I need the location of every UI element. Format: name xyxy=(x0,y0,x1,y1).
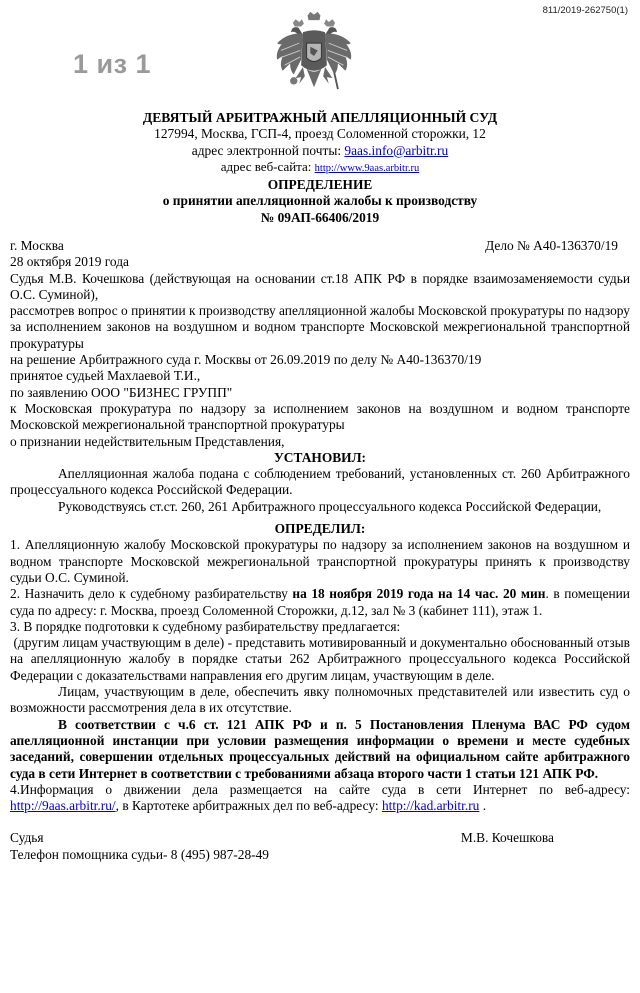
paragraph-accepted-by: принятое судьей Махлаевой Т.И., xyxy=(10,368,201,384)
paragraph-guided-by: Руководствуясь ст.ст. 260, 261 Арбитражного процессуального кодекса Российской Федерации, xyxy=(58,498,602,514)
paragraph-attendance: Лицам, участвующим в деле, обеспечить явку полномочных представителей или известить суд о возможности рассмотрения дела в их отсутствие. xyxy=(10,684,630,716)
paragraph-subject: о признании недействительным Представления, xyxy=(10,433,285,449)
city-case-row xyxy=(10,238,630,254)
paragraph-judge: Судья М.В. Кочешкова (действующая на основании ст.18 АПК РФ в порядке взаимозаменяемости судьи О.С. Суминой), xyxy=(10,270,630,302)
document-number: № 09АП-66406/2019 xyxy=(260,209,380,225)
paragraph-response-request: (другим лицам участвующим в деле) - представить мотивированный и документально обоснованный отзыв на апелляционную жалобу в порядке статьи 262 Арбитражного процессуального кодекса Российской Федерации с доказательствами направления его другим лицам, участвующим в деле. xyxy=(10,635,634,683)
hearing-datetime: на 18 ноября 2019 года на 14 час. 20 мин xyxy=(292,586,546,602)
signature-row xyxy=(10,830,630,846)
email-link[interactable]: 9aas.info@arbitr.ru xyxy=(344,142,449,158)
city: г. Москва xyxy=(10,238,64,253)
paragraph-item-3: 3. В порядке подготовки к судебному разбирательству предлагается: xyxy=(10,618,401,634)
item-4-text-c: . xyxy=(479,798,487,814)
court-header xyxy=(10,110,630,226)
coat-of-arms-icon xyxy=(268,10,360,102)
item-2-text-b: . в помещении суда по адресу: г. Москва, проезд Соломенной Сторожки, д.12, зал № 3 (кабинет 111), этаж 1. xyxy=(10,586,630,618)
item-4-text-a: 4.Информация о движении дела размещается на сайте суда в сети Интернет по веб-адресу: xyxy=(10,781,630,797)
document-date: 28 октября 2019 года xyxy=(10,254,129,270)
paragraph-item-1: 1. Апелляционную жалобу Московской прокуратуры по надзору за исполнением законов на воздушном и водном транспорте Московской межрегиональной транспортной прокуратуры принять к производству судьи О.С. Суминой. xyxy=(10,537,630,585)
item-2-text-a: 2. Назначить дело к судебному разбирательству xyxy=(10,586,293,602)
court-site-link[interactable]: http://9aas.arbitr.ru/ xyxy=(10,798,116,814)
paragraph-considered: рассмотрев вопрос о принятии к производству апелляционной жалобы Московской прокуратуры по надзору за исполнением законов на воздушном и водном транспорте Московской межрегиональной транспортной прокуратуры xyxy=(10,303,630,351)
heading-established: УСТАНОВИЛ: xyxy=(273,449,367,465)
signature-name: М.В. Кочешкова xyxy=(460,830,554,846)
item-4-text-b: , в Картотеке арбитражных дел по веб-адресу: xyxy=(115,798,382,814)
heading-determined: ОПРЕДЕЛИЛ: xyxy=(274,521,366,537)
case-number: Дело № А40-136370/19 xyxy=(485,238,618,253)
court-address: 127994, Москва, ГСП-4, проезд Соломенной сторожки, 12 xyxy=(154,126,486,142)
paragraph-decision-ref: на решение Арбитражного суда г. Москвы от 26.09.2019 по делу № А40-136370/19 xyxy=(10,352,482,368)
paragraph-item-2 xyxy=(10,586,630,619)
email-line xyxy=(10,143,630,159)
website-line xyxy=(10,159,630,177)
page-counter: 1 из 1 xyxy=(73,49,152,79)
paragraph-respondent: к Московская прокуратура по надзору за исполнением законов на воздушном и водном транспорте Московской межрегиональной транспортной прокуратуры xyxy=(10,400,630,433)
kad-link[interactable]: http://kad.arbitr.ru xyxy=(381,798,480,814)
document-id: 811/2019-262750(1) xyxy=(542,5,628,16)
document-body xyxy=(10,238,634,863)
website-prefix: адрес веб-сайта: xyxy=(220,158,315,174)
website-link[interactable]: http://www.9aas.arbitr.ru xyxy=(314,162,420,174)
paragraph-item-4 xyxy=(10,782,630,815)
court-name: ДЕВЯТЫЙ АРБИТРАЖНЫЙ АПЕЛЛЯЦИОННЫЙ СУД xyxy=(142,110,498,125)
signature-role: Судья xyxy=(10,830,44,846)
document-subtitle: о принятии апелляционной жалобы к производству xyxy=(162,193,478,209)
email-prefix: адрес электронной почты: xyxy=(191,142,345,158)
assistant-phone: Телефон помощника судьи- 8 (495) 987-28-49 xyxy=(10,846,269,862)
document-title: ОПРЕДЕЛЕНИЕ xyxy=(267,177,373,193)
paragraph-applicant: по заявлению ООО "БИЗНЕС ГРУПП" xyxy=(10,384,233,400)
paragraph-legal-note: В соответствии с ч.6 ст. 121 АПК РФ и п. 5 Постановления Пленума ВАС РФ судом апелляционной инстанции при условии размещения информации о времени и месте судебных заседаний, совершении отдельных процессуальных действий на официальном сайте арбитражного суда в сети Интернет в соответствии с требованиями абзаца второго части 1 статьи 121 АПК РФ. xyxy=(10,716,630,781)
paragraph-appeal-filed: Апелляционная жалоба подана с соблюдением требований, установленных ст. 260 Арбитражного процессуального кодекса Российской Федерации. xyxy=(10,466,630,498)
